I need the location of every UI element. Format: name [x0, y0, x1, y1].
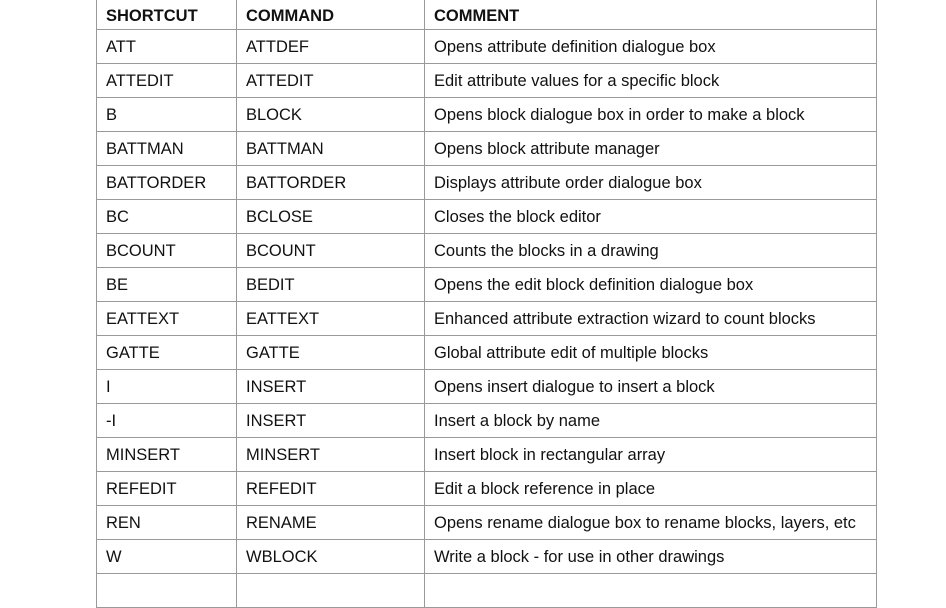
empty-cell [97, 574, 237, 608]
shortcut-cell: EATTEXT [97, 302, 237, 336]
command-cell: BATTORDER [237, 166, 425, 200]
comment-cell: Opens rename dialogue box to rename blocks, layers, etc [425, 506, 877, 540]
table-row [97, 472, 877, 506]
command-cell: ATTEDIT [237, 64, 425, 98]
table-body [97, 30, 877, 608]
table-row [97, 234, 877, 268]
comment-cell: Counts the blocks in a drawing [425, 234, 877, 268]
comment-cell: Edit attribute values for a specific block [425, 64, 877, 98]
command-cell: BLOCK [237, 98, 425, 132]
table-row [97, 404, 877, 438]
comment-cell: Displays attribute order dialogue box [425, 166, 877, 200]
table-header [97, 0, 877, 30]
table-row [97, 268, 877, 302]
shortcut-cell: ATT [97, 30, 237, 64]
comment-cell: Closes the block editor [425, 200, 877, 234]
shortcut-cell: REFEDIT [97, 472, 237, 506]
command-cell: INSERT [237, 370, 425, 404]
shortcut-cell: BC [97, 200, 237, 234]
shortcut-cell: B [97, 98, 237, 132]
table-row [97, 64, 877, 98]
command-cell: MINSERT [237, 438, 425, 472]
shortcut-cell: BATTORDER [97, 166, 237, 200]
shortcut-cell: I [97, 370, 237, 404]
shortcut-cell: ATTEDIT [97, 64, 237, 98]
table-row [97, 132, 877, 166]
comment-cell: Opens block dialogue box in order to make a block [425, 98, 877, 132]
shortcut-cell: BATTMAN [97, 132, 237, 166]
comment-cell: Write a block - for use in other drawings [425, 540, 877, 574]
shortcut-cell: W [97, 540, 237, 574]
table-row [97, 200, 877, 234]
header-shortcut: SHORTCUT [97, 0, 237, 30]
command-cell: EATTEXT [237, 302, 425, 336]
command-cell: REFEDIT [237, 472, 425, 506]
command-cell: BCOUNT [237, 234, 425, 268]
shortcut-cell: BE [97, 268, 237, 302]
comment-cell: Global attribute edit of multiple blocks [425, 336, 877, 370]
comment-cell: Insert a block by name [425, 404, 877, 438]
comment-cell: Edit a block reference in place [425, 472, 877, 506]
header-row [97, 0, 877, 30]
comment-cell: Opens attribute definition dialogue box [425, 30, 877, 64]
shortcut-cell: -I [97, 404, 237, 438]
table-row [97, 166, 877, 200]
table-row [97, 302, 877, 336]
header-comment: COMMENT [425, 0, 877, 30]
table-row [97, 506, 877, 540]
table-row [97, 370, 877, 404]
comment-cell: Opens insert dialogue to insert a block [425, 370, 877, 404]
command-cell: BCLOSE [237, 200, 425, 234]
table-row [97, 540, 877, 574]
table-row-partial [97, 574, 877, 608]
shortcut-cell: REN [97, 506, 237, 540]
table-row [97, 98, 877, 132]
table-row [97, 336, 877, 370]
empty-cell [425, 574, 877, 608]
command-cell: INSERT [237, 404, 425, 438]
command-cell: ATTDEF [237, 30, 425, 64]
comment-cell: Insert block in rectangular array [425, 438, 877, 472]
shortcut-cell: MINSERT [97, 438, 237, 472]
table-row [97, 30, 877, 64]
empty-cell [237, 574, 425, 608]
comment-cell: Enhanced attribute extraction wizard to count blocks [425, 302, 877, 336]
shortcut-table [96, 0, 877, 608]
command-cell: GATTE [237, 336, 425, 370]
table-row [97, 438, 877, 472]
shortcut-cell: GATTE [97, 336, 237, 370]
command-cell: BATTMAN [237, 132, 425, 166]
command-cell: WBLOCK [237, 540, 425, 574]
shortcut-cell: BCOUNT [97, 234, 237, 268]
command-cell: RENAME [237, 506, 425, 540]
command-cell: BEDIT [237, 268, 425, 302]
comment-cell: Opens the edit block definition dialogue box [425, 268, 877, 302]
comment-cell: Opens block attribute manager [425, 132, 877, 166]
header-command: COMMAND [237, 0, 425, 30]
